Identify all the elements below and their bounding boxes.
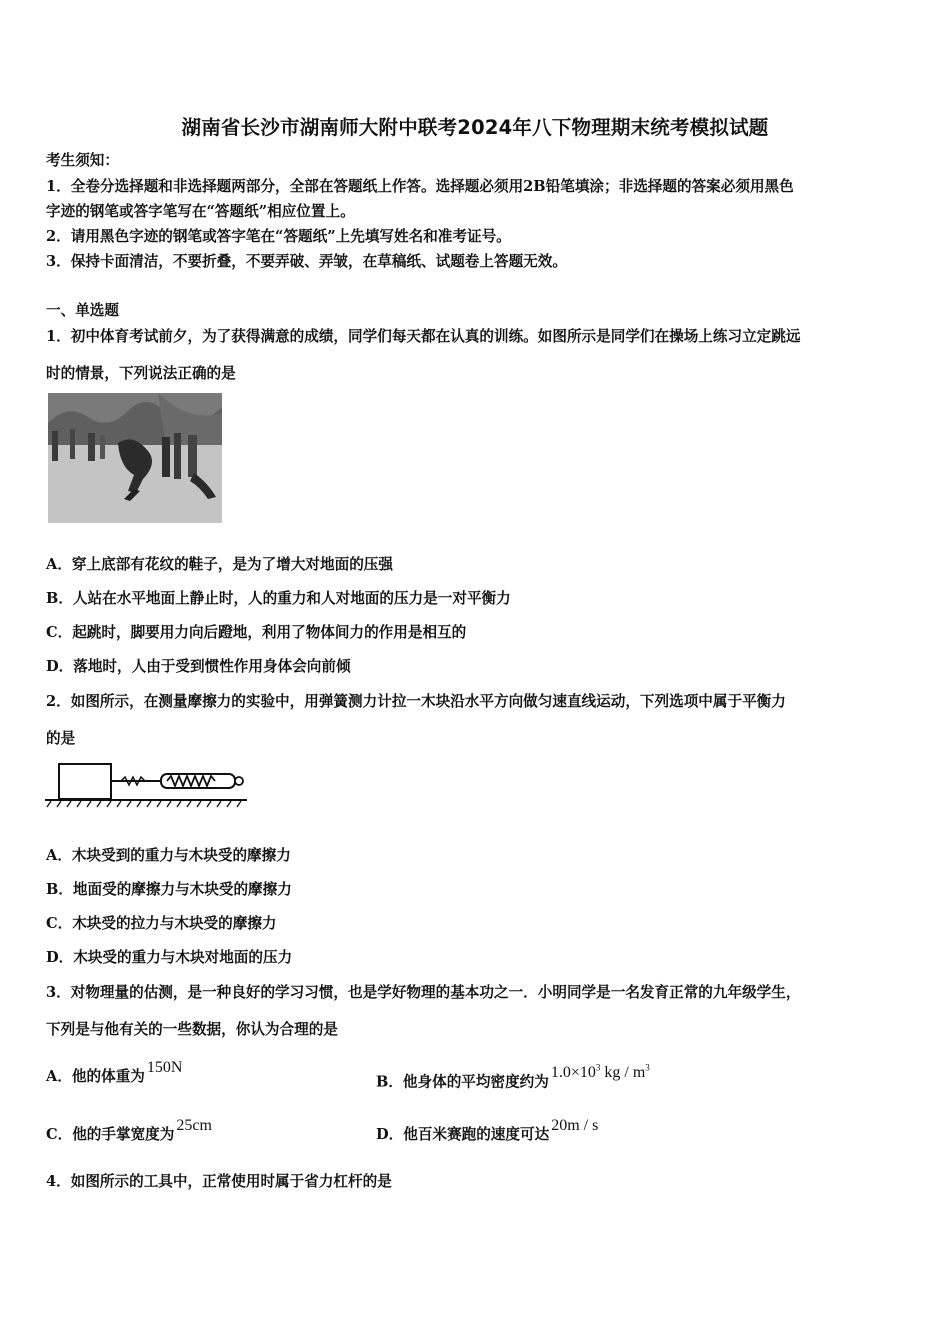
q2-option-b: B．地面受的摩擦力与木块受的摩擦力 (46, 881, 292, 898)
q3-option-b (376, 1063, 650, 1092)
q3-option-a-label: A．他的体重为 (46, 1068, 145, 1085)
q2-option-a: A．木块受到的重力与木块受的摩擦力 (46, 847, 291, 864)
q3-option-b-exp: 3 (595, 1063, 601, 1073)
q3-option-d-value: 20m / s (551, 1117, 599, 1134)
q1-stem-cont: 时的情景，下列说法正确的是 (46, 365, 236, 382)
q3-option-c (46, 1117, 212, 1145)
q1-option-a: A．穿上底部有花纹的鞋子，是为了增大对地面的压强 (46, 556, 393, 573)
q3-option-b-value (551, 1064, 650, 1081)
q3-stem: 3．对物理量的估测，是一种良好的学习习惯，也是学好物理的基本功之一．小明同学是一名发育正常的九年级学生， (46, 984, 801, 1001)
notice-heading: 考生须知： (46, 152, 119, 169)
q2-stem: 2．如图所示，在测量摩擦力的实验中，用弹簧测力计拉一木块沿水平方向做匀速直线运动，下列选项中属于平衡力 (46, 693, 786, 710)
q3-option-c-label: C．他的手掌宽度为 (46, 1126, 175, 1143)
long-jump-photo (48, 393, 222, 523)
long-jump-photo-drawing (48, 393, 222, 523)
notice-line-1-cont: 字迹的钢笔或答字笔写在“答题纸”相应位置上。 (46, 203, 355, 220)
q1-option-d: D．落地时，人由于受到惯性作用身体会向前倾 (46, 658, 351, 675)
q3-stem-cont: 下列是与他有关的一些数据，你认为合理的是 (46, 1021, 338, 1038)
q2-option-d: D．木块受的重力与木块对地面的压力 (46, 949, 293, 966)
spring-scale-diagram (45, 760, 250, 810)
q3-option-d-label: D．他百米赛跑的速度可达 (376, 1126, 550, 1143)
q2-stem-cont: 的是 (46, 730, 76, 747)
notice-line-2: 2．请用黑色字迹的钢笔或答字笔在“答题纸”上先填写姓名和准考证号。 (46, 228, 511, 245)
q4-stem: 4．如图所示的工具中，正常使用时属于省力杠杆的是 (46, 1173, 392, 1190)
q3-option-a (46, 1059, 183, 1087)
q3-option-d (376, 1117, 599, 1145)
notice-line-1: 1．全卷分选择题和非选择题两部分，全部在答题纸上作答。选择题必须用2B铅笔填涂；非选择题的答案必须用黑色 (46, 178, 794, 195)
q3-option-b-unit: kg / m (604, 1064, 646, 1082)
spring-scale-drawing (45, 760, 250, 810)
q3-option-c-value: 25cm (176, 1117, 212, 1134)
q3-option-b-label: B．他身体的平均密度约为 (376, 1073, 549, 1091)
q2-option-c: C．木块受的拉力与木块受的摩擦力 (46, 915, 277, 932)
q1-option-c: C．起跳时，脚要用力向后蹬地，利用了物体间力的作用是相互的 (46, 624, 467, 641)
page-title: 湖南省长沙市湖南师大附中联考2024年八下物理期末统考模拟试题 (181, 116, 769, 139)
q1-stem: 1．初中体育考试前夕，为了获得满意的成绩，同学们每天都在认真的训练。如图所示是同学们在操场上练习立定跳远 (46, 328, 801, 345)
q3-option-b-unit-exp: 3 (645, 1063, 650, 1073)
q3-option-b-base: 1.0×10 (550, 1064, 596, 1082)
notice-line-3: 3．保持卡面清洁，不要折叠，不要弄破、弄皱，在草稿纸、试题卷上答题无效。 (46, 253, 567, 270)
section-heading: 一、单选题 (46, 302, 119, 319)
q1-option-b: B．人站在水平地面上静止时，人的重力和人对地面的压力是一对平衡力 (46, 590, 511, 607)
q3-option-a-value: 150N (146, 1059, 183, 1076)
